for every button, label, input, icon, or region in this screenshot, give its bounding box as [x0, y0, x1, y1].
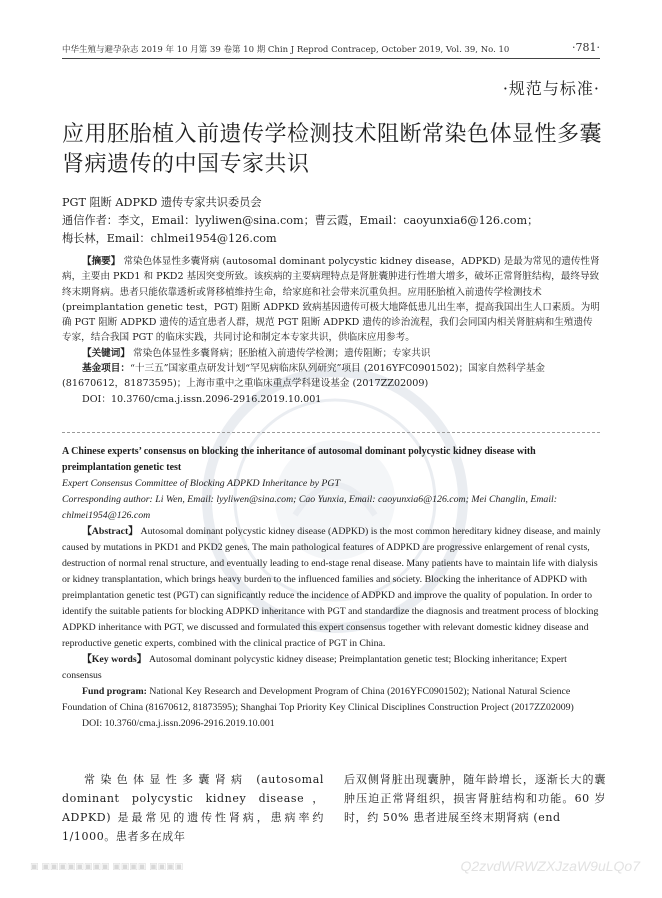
english-corresponding: Corresponding author: Li Wen, Email: lyyliwen@sina.com; Cao Yunxia, Email: caoyunxia6@126.com; Mei Changlin, Email: chlmei1954@126.com — [62, 494, 558, 521]
english-abstract-paragraph — [62, 524, 602, 652]
english-fund-label: Fund program: — [82, 686, 147, 697]
journal-citation: 中华生殖与避孕杂志 2019 年 10 月第 39 卷第 10 期 Chin J Reprod Contracep, October 2019, Vol. 39, No. 10 — [62, 45, 510, 55]
doi: DOI：10.3760/cma.j.issn.2096-2916.2019.10.001 — [82, 393, 322, 405]
body-column-left — [62, 770, 324, 846]
section-divider — [62, 432, 600, 433]
keywords-text: 常染色体显性多囊肾病；胚胎植入前遗传学检测；遗传阻断；专家共识 — [133, 347, 431, 359]
english-abstract-label: 【Abstract】 — [82, 526, 139, 537]
corresponding-authors-line-1: 通信作者：李文，Email：lyyliwen@sina.com；曹云霞，Email：caoyunxia6@126.com； — [62, 214, 539, 227]
english-fund-text: National Key Research and Development Program of China (2016YFC0901502); National Natural Science Foundation of China (81670612, 81873595); Shanghai Top Priority Key Clinical Disciplines Construction Project (2017ZZ02009) — [62, 686, 574, 713]
footer-code-watermark: Q2zvdWRWZXJzaW9uLQo7 — [460, 858, 640, 874]
keywords-label: 【关键词】 — [82, 347, 130, 359]
abstract-paragraph — [62, 254, 602, 346]
english-keywords-text: Autosomal dominant polycystic kidney disease; Preimplantation genetic test; Blocking inheritance; Expert consensus — [62, 654, 567, 681]
page-number: ·781· — [572, 41, 600, 54]
fund-label: 基金项目： — [82, 363, 130, 375]
body-paragraph-right: 后双侧肾脏出现囊肿，随年龄增长，逐渐长大的囊肿压迫正常肾组织，损害肾脏结构和功能。60 岁时，约 50% 患者进展至终末期肾病 (end — [344, 773, 606, 824]
author-block — [62, 194, 602, 248]
fund-text: “十三五”国家重点研发计划“罕见病临床队列研究”项目 (2016YFC0901502)；国家自然科学基金 (81670612，81873595)；上海市重中之重临床重点学科建设基金 (2017ZZ02009) — [62, 363, 546, 390]
english-abstract-text: Autosomal dominant polycystic kidney disease (ADPKD) is the most common hereditary kidney disease, and mainly caused by mutations in PKD1 and PKD2 genes. The main pathological features of ADPKD are progressive enlargement of renal cysts, destruction of normal renal structure, and eventually leading to end-stage renal disease. Many patients have to maintain life with dialysis or kidney transplantation, which brings heavy burden to the influenced families and society. Blocking the inheritance of ADPKD with preimplantation genetic test (PGT) can significantly reduce the incidence of ADPKD and improve the quality of population. In order to identify the suitable patients for blocking ADPKD inheritance with PGT and standardize the diagnosis and treatment process of blocking ADPKD inheritance with PGT, we discussed and formulated this expert consensus together with relevant domestic kidney disease and reproductive genetic experts, combined with the clinical practice of PGT in China. — [62, 526, 601, 649]
chinese-abstract — [62, 254, 602, 407]
english-title: A Chinese experts’ consensus on blocking the inheritance of autosomal dominant polycystic kidney disease with preimplantation genetic test — [62, 446, 536, 473]
body-paragraph-left: 常染色体显性多囊肾病 (autosomal dominant polycystic kidney disease，ADPKD) 是最常见的遗传性肾病，患病率约 1/1000。患者多在成年 — [62, 773, 324, 843]
running-header — [62, 40, 600, 59]
abstract-label: 【摘要】 — [82, 256, 121, 267]
fund-paragraph — [62, 361, 602, 392]
english-committee: Expert Consensus Committee of Blocking ADPKD Inheritance by PGT — [62, 478, 340, 489]
english-abstract — [62, 444, 602, 732]
body-column-right — [344, 770, 606, 827]
corresponding-authors-line-2: 梅长林，Email：chlmei1954@126.com — [62, 232, 277, 245]
committee-name: PGT 阻断 ADPKD 遗传专家共识委员会 — [62, 196, 262, 209]
english-keywords-label: 【Key words】 — [82, 654, 147, 665]
keywords-paragraph — [62, 346, 602, 361]
english-fund-paragraph — [62, 684, 602, 716]
column-tag: ·规范与标准· — [502, 79, 600, 98]
english-keywords-paragraph — [62, 652, 602, 684]
english-doi: DOI: 10.3760/cma.j.issn.2096-2916.2019.10.001 — [82, 718, 275, 729]
abstract-text: 常染色体显性多囊肾病 (autosomal dominant polycystic kidney disease，ADPKD) 是最为常见的遗传性肾病，主要由 PKD1 和 PKD2 基因突变所致。该疾病的主要病理特点是肾脏囊肿进行性增大增多，破坏正常肾脏结构，最终导致终末期肾病。患者只能依靠透析或肾移植维持生命，给家庭和社会带来沉重负担。应用胚胎植入前遗传学检测技术 (preimplantation genetic test，PGT) 阻断 ADPKD 致病基因遗传可极大地降低患儿出生率，提高我国出生人口素质。为明确 PGT 阻断 ADPKD 遗传的适宜患者人群，规范 PGT 阻断 ADPKD 遗传的诊治流程，我们会同国内相关肾脏病和生殖遗传专家，结合我国 PGT 的临床实践，共同讨论和制定本专家共识，供临床应用参考。 — [62, 256, 600, 344]
article-title: 应用胚胎植入前遗传学检测技术阻断常染色体显性多囊肾病遗传的中国专家共识 — [62, 122, 603, 177]
publisher-logo-watermark: ▣ ▣▣▣▣▣▣▣▣ ▣▣▣▣ ▣▣▣▣ — [30, 862, 184, 872]
